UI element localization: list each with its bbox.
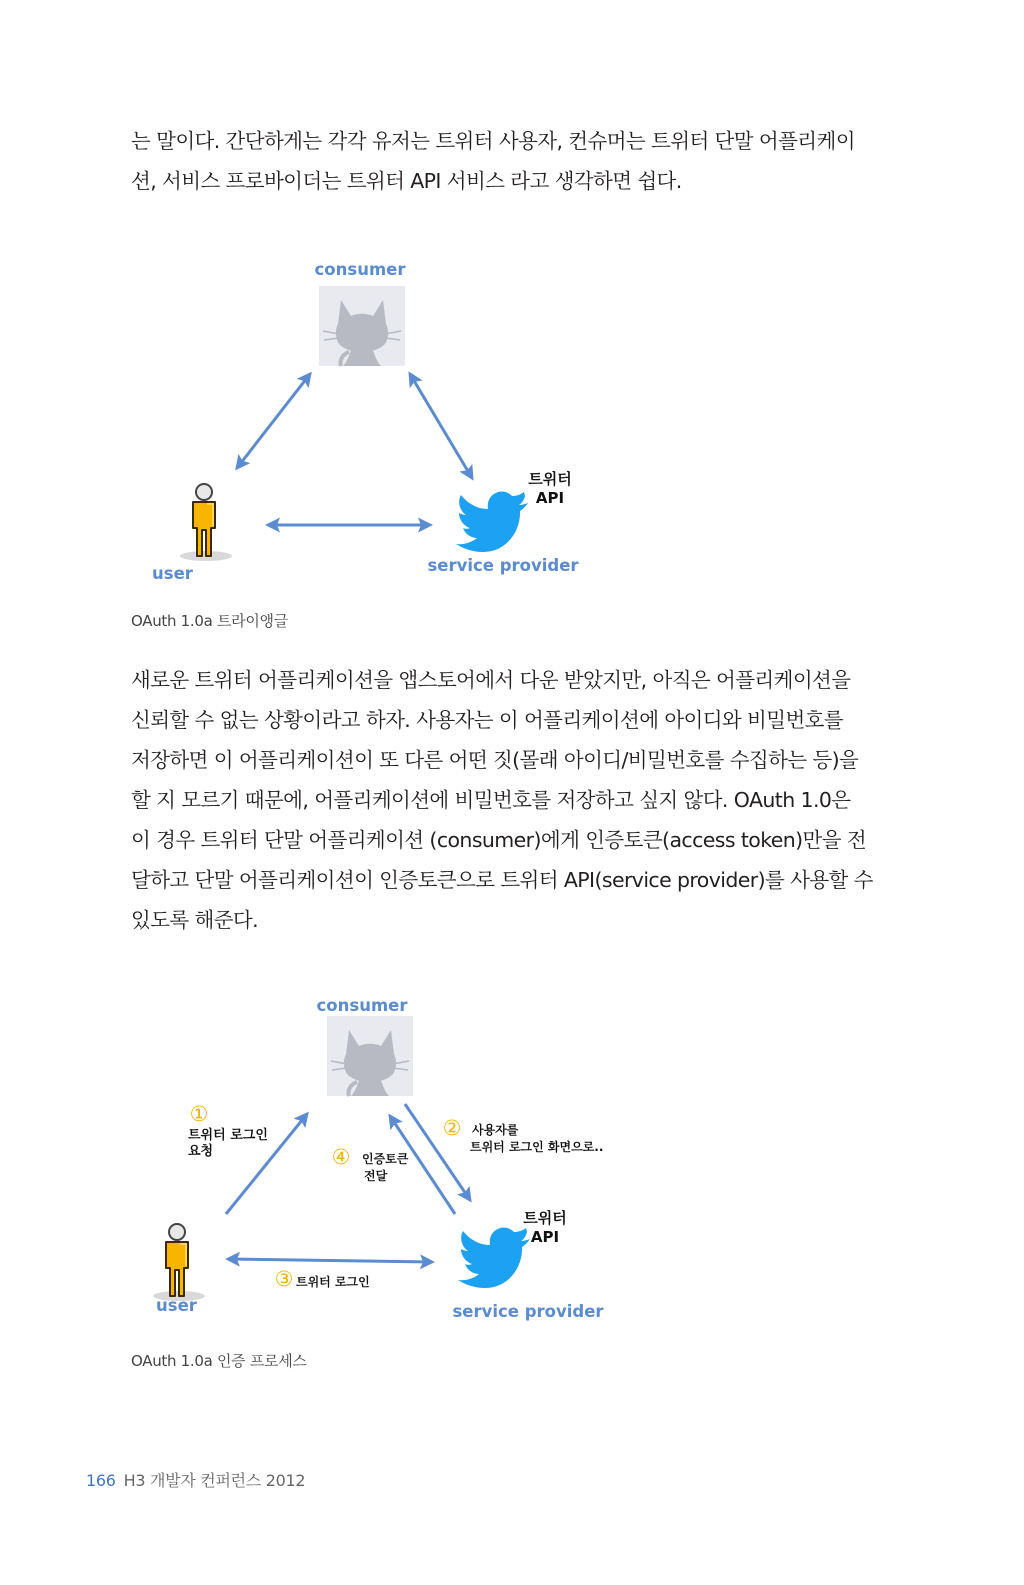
step4-label-line2: 전달: [364, 1169, 388, 1183]
service-provider-label: service provider: [452, 1302, 604, 1321]
intro-line: 는 말이다. 간단하게는 각각 유저는 트위터 사용자, 컨슈머는 트위터 단말 어플리케이: [131, 129, 855, 153]
figure-caption-1: OAuth 1.0a 트라이앵글: [131, 612, 288, 630]
body-line: 할 지 모르기 때문에, 어플리케이션에 비밀번호를 저장하고 싶지 않다. OAuth 1.0은: [131, 788, 851, 812]
octocat-icon: [327, 1016, 413, 1096]
body-line: 달하고 단말 어플리케이션이 인증토큰으로 트위터 API(service provider)를 사용할 수: [131, 868, 873, 892]
api-label-line1: 트위터: [528, 470, 572, 488]
step2-number: ②: [442, 1116, 462, 1140]
page-number: 166: [86, 1471, 116, 1490]
service-provider-label: service provider: [427, 556, 579, 575]
intro-line: 션, 서비스 프로바이더는 트위터 API 서비스 라고 생각하면 쉽다.: [131, 169, 682, 193]
user-figure-icon: [153, 1224, 205, 1301]
body-paragraph: [131, 660, 876, 940]
oauth-process-diagram: [0, 990, 1024, 1330]
consumer-label: consumer: [314, 260, 406, 279]
step1-label-line1: 트위터 로그인: [188, 1128, 268, 1143]
api-label-line2: API: [535, 489, 565, 507]
body-line: 있도록 해준다.: [131, 908, 259, 932]
step4-label-line1: 인증토큰: [362, 1152, 409, 1166]
consumer-provider-arrow: [410, 374, 472, 478]
body-line: 신뢰할 수 없는 상황이라고 하자. 사용자는 이 어플리케이션에 아이디와 비밀번호를: [131, 708, 844, 732]
page-footer: [86, 1468, 305, 1491]
body-line: 이 경우 트위터 단말 어플리케이션 (consumer)에게 인증토큰(access token)만을 전: [131, 828, 867, 852]
body-line: 저장하면 이 어플리케이션이 또 다른 어떤 짓(몰래 아이디/비밀번호를 수집하는 등)을: [131, 748, 859, 772]
octocat-icon: [319, 286, 405, 366]
user-consumer-arrow: [237, 374, 310, 468]
figure-caption-2: OAuth 1.0a 인증 프로세스: [131, 1352, 307, 1370]
api-label-line1: 트위터: [523, 1209, 567, 1227]
step3-label: 트위터 로그인: [296, 1275, 370, 1289]
step3-arrow: [228, 1259, 432, 1262]
step2-label-line2: 트위터 로그인 화면으로..: [470, 1140, 604, 1154]
consumer-label: consumer: [316, 996, 408, 1015]
step4-number: ④: [331, 1145, 351, 1169]
user-figure-icon: [180, 484, 232, 561]
step1-label-line2: 요청: [188, 1144, 214, 1159]
step1-number: ①: [189, 1102, 209, 1126]
api-label-line2: API: [530, 1228, 560, 1246]
step3-number: ③: [274, 1267, 294, 1291]
intro-paragraph: [131, 121, 876, 201]
user-label: user: [152, 564, 193, 583]
footer-title: H3 개발자 컨퍼런스 2012: [123, 1471, 306, 1490]
user-label: user: [156, 1296, 197, 1315]
step2-label-line1: 사용자를: [472, 1123, 519, 1137]
oauth-triangle-diagram: [0, 250, 1024, 595]
twitter-bird-icon: [458, 1228, 530, 1288]
body-line: 새로운 트위터 어플리케이션을 앱스토어에서 다운 받았지만, 아직은 어플리케이션을: [131, 668, 851, 692]
twitter-bird-icon: [456, 492, 528, 552]
